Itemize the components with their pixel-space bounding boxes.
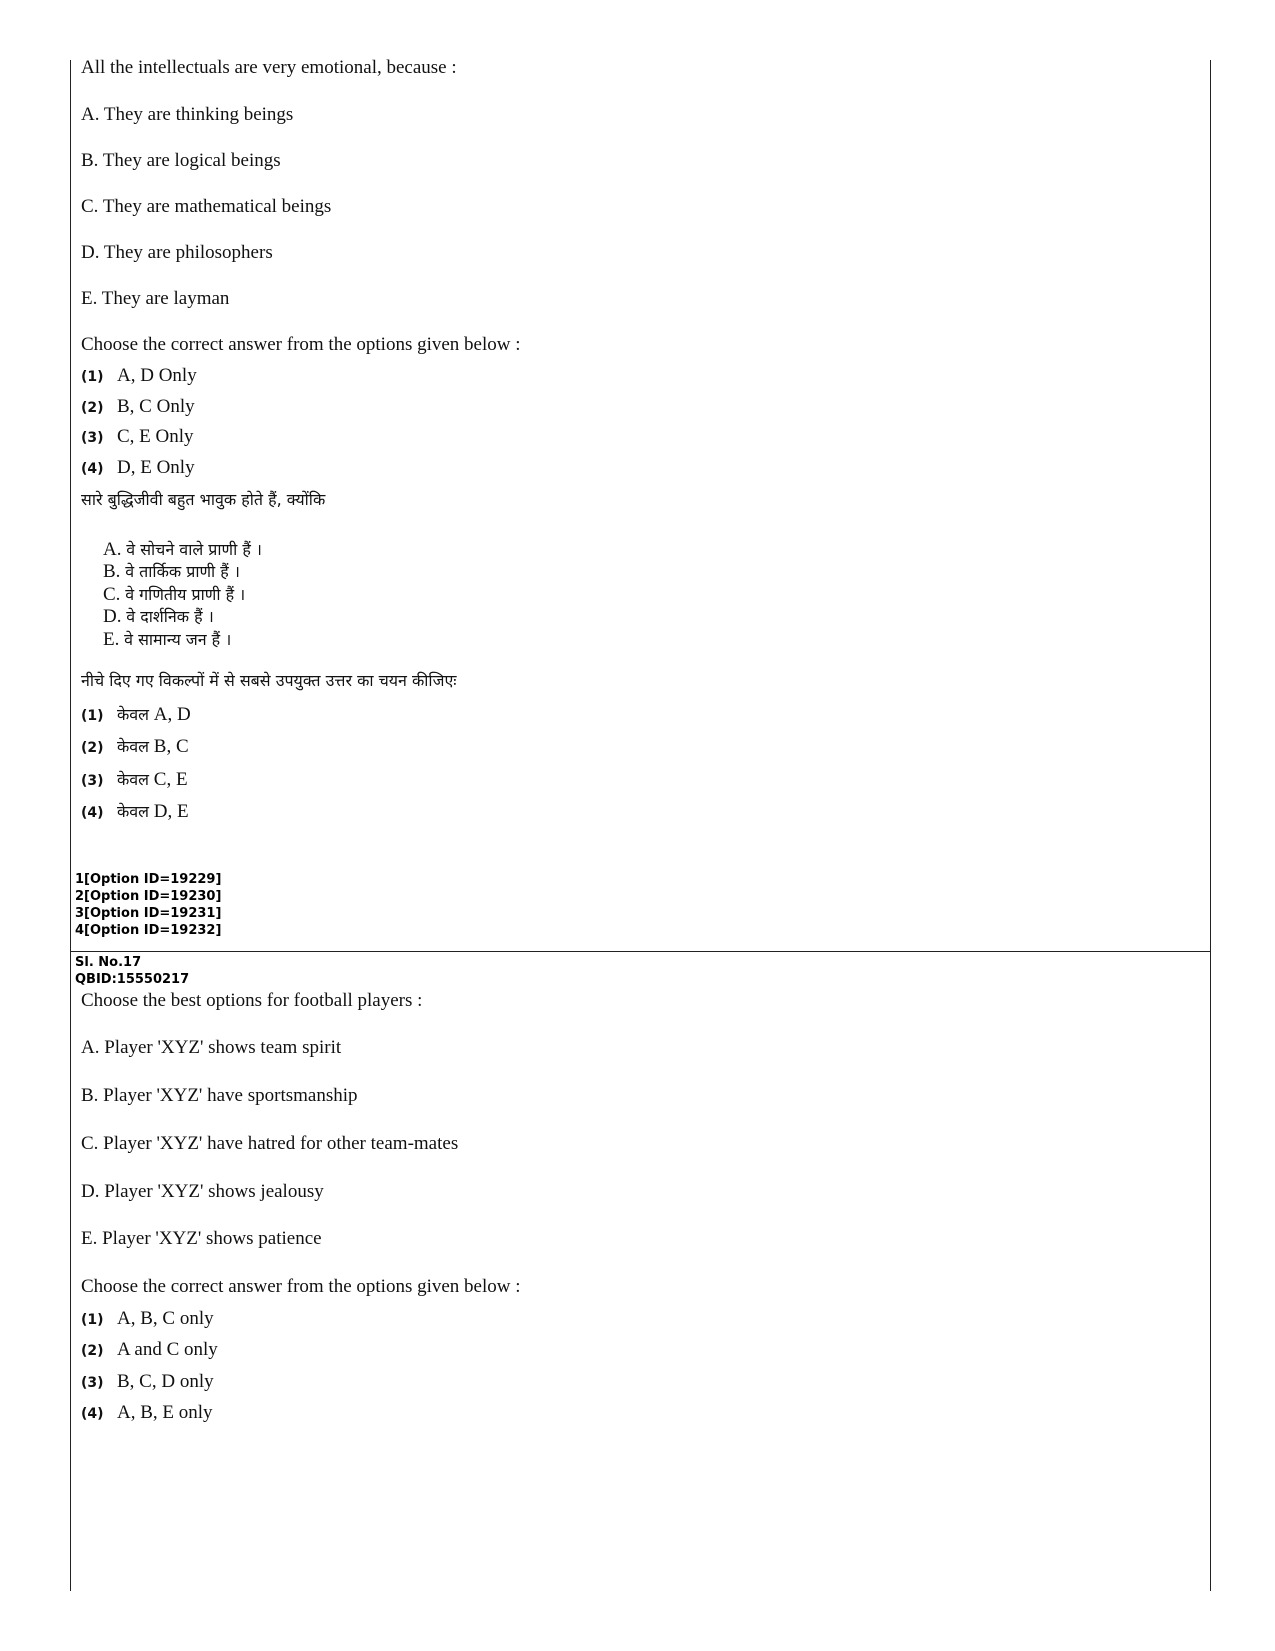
option-number: (3): [81, 773, 104, 789]
statement: B. They are logical beings: [81, 150, 281, 171]
option-number: (2): [81, 400, 104, 416]
statement: D. They are philosophers: [81, 242, 273, 263]
statement-letter: E.: [103, 629, 120, 650]
statement-text: वे तार्किक प्राणी हैं ।: [125, 562, 240, 581]
option-text: B, C, D only: [117, 1371, 214, 1392]
option-text: A, D: [153, 704, 191, 725]
question-text-hindi: सारे बुद्धिजीवी बहुत भावुक होते हैं, क्योंकि: [81, 490, 326, 509]
qbid: QBID:15550217: [75, 972, 190, 987]
option-id: 2[Option ID=19230]: [75, 889, 222, 904]
option-prefix: केवल: [117, 770, 150, 789]
answer-option: [81, 1372, 214, 1391]
answer-option: [81, 397, 195, 416]
option-text: C, E Only: [117, 426, 194, 447]
statement-letter: B.: [103, 561, 121, 582]
statement: E. Player 'XYZ' shows patience: [81, 1228, 322, 1249]
statement-text: वे सोचने वाले प्राणी हैं ।: [126, 540, 262, 559]
answer-option: [81, 427, 194, 446]
statement: A. They are thinking beings: [81, 104, 294, 125]
serial-number: Sl. No.17: [75, 955, 142, 970]
option-text: C, E: [153, 769, 188, 790]
answer-option-hindi: [81, 802, 189, 821]
option-number: (4): [81, 1406, 104, 1422]
option-number: (1): [81, 708, 104, 724]
option-prefix: केवल: [117, 705, 150, 724]
answer-option: [81, 1403, 213, 1422]
option-number: (4): [81, 461, 104, 477]
option-text: B, C Only: [117, 396, 195, 417]
question-text: Choose the best options for football players :: [81, 990, 423, 1011]
statement-letter: C.: [103, 584, 121, 605]
statement: C. Player 'XYZ' have hatred for other team-mates: [81, 1133, 459, 1154]
answer-option: [81, 1340, 218, 1359]
statement: E. They are layman: [81, 288, 230, 309]
statement-text: वे दार्शनिक हैं ।: [126, 607, 214, 626]
option-prefix: केवल: [117, 737, 150, 756]
option-text: A, D Only: [117, 365, 197, 386]
option-text: D, E Only: [117, 457, 195, 478]
answer-option: [81, 1309, 214, 1328]
statement-letter: A.: [103, 539, 122, 560]
option-prefix: केवल: [117, 802, 150, 821]
statement: A. Player 'XYZ' shows team spirit: [81, 1037, 342, 1058]
answer-option-hindi: [81, 770, 188, 789]
statement-hindi: [103, 585, 245, 604]
option-number: (3): [81, 430, 104, 446]
choose-instruction-hindi: नीचे दिए गए विकल्पों में से सबसे उपयुक्त उत्तर का चयन कीजिएः: [81, 671, 457, 690]
option-number: (3): [81, 1375, 104, 1391]
option-text: A, B, E only: [117, 1402, 213, 1423]
statement-text: वे सामान्य जन हैं ।: [124, 630, 232, 649]
option-number: (2): [81, 1343, 104, 1359]
choose-instruction: Choose the correct answer from the options given below :: [81, 1276, 521, 1297]
option-id: 4[Option ID=19232]: [75, 923, 222, 938]
statement-letter: D.: [103, 606, 122, 627]
option-number: (4): [81, 805, 104, 821]
statement-hindi: [103, 562, 240, 581]
option-id: 3[Option ID=19231]: [75, 906, 222, 921]
statement: C. They are mathematical beings: [81, 196, 332, 217]
option-number: (2): [81, 740, 104, 756]
statement-hindi: [103, 540, 262, 559]
statement-text: वे गणितीय प्राणी हैं ।: [125, 585, 246, 604]
page-frame: [70, 57, 1211, 1591]
question-divider: [70, 951, 1211, 952]
option-text: A and C only: [117, 1339, 218, 1360]
question-text: All the intellectuals are very emotional, because :: [81, 57, 457, 78]
option-text: B, C: [153, 736, 189, 757]
choose-instruction: Choose the correct answer from the options given below :: [81, 334, 521, 355]
option-text: D, E: [153, 801, 189, 822]
option-text: A, B, C only: [117, 1308, 214, 1329]
statement-hindi: [103, 607, 214, 626]
statement-hindi: [103, 630, 231, 649]
answer-option: [81, 366, 197, 385]
answer-option-hindi: [81, 705, 191, 724]
statement: D. Player 'XYZ' shows jealousy: [81, 1181, 324, 1202]
option-id: 1[Option ID=19229]: [75, 872, 222, 887]
statement: B. Player 'XYZ' have sportsmanship: [81, 1085, 358, 1106]
answer-option-hindi: [81, 737, 189, 756]
answer-option: [81, 458, 195, 477]
option-number: (1): [81, 369, 104, 385]
option-number: (1): [81, 1312, 104, 1328]
